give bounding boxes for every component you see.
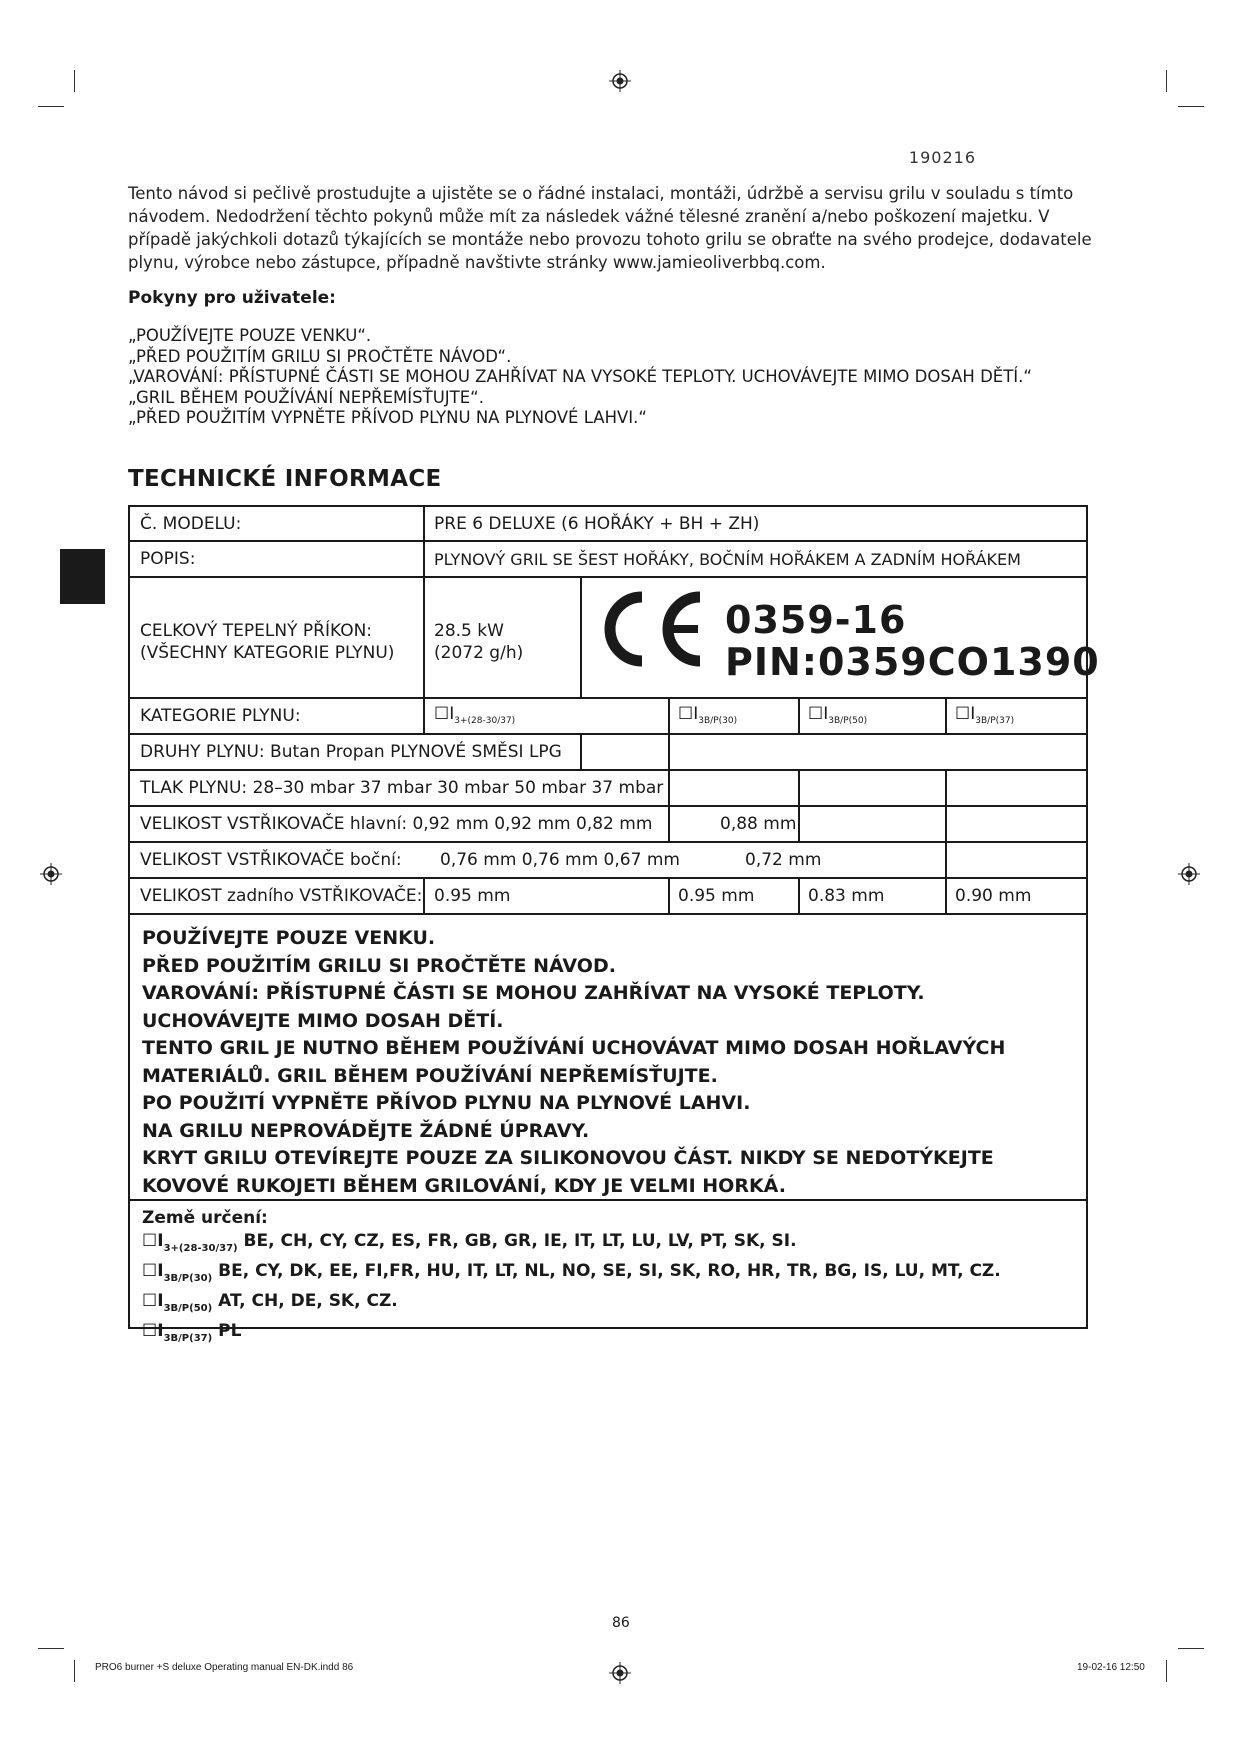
warning-line: PŘED POUŽITÍM GRILU SI PROČTĚTE NÁVOD. <box>142 954 616 977</box>
warning-line: VAROVÁNÍ: PŘÍSTUPNÉ ČÁSTI SE MOHOU ZAHŘÍVAT NA VYSOKÉ TEPLOTY. UCHOVÁVEJTE MIMO DOSAH DĚTÍ. <box>142 982 925 1032</box>
model-value: PRE 6 DELUXE (6 HOŘÁKY + BH + ZH) <box>434 514 760 534</box>
description-label: POPIS: <box>140 549 196 569</box>
destinations-heading: Země určení: <box>142 1208 268 1228</box>
users-heading: Pokyny pro uživatele: <box>128 288 336 308</box>
destination-row: $☐I_{3B/P(30)}$ BE, CY, DK, EE, FI,FR, HU, IT, LT, NL, NO, SE, SI, SK, RO, HR, TR, BG, IS, LU, MT, CZ. <box>142 1261 1001 1284</box>
safety-warnings <box>142 925 1072 1200</box>
gas-category-option: $☐I_{3+(28-30/37)}$ <box>434 704 516 726</box>
warning-line: KRYT GRILU OTEVÍREJTE POUZE ZA SILIKONOVOU ČÁST. NIKDY SE NEDOTÝKEJTE KOVOVÉ RUKOJETI BĚHEM GRILOVÁNÍ, KDY JE VELMI HORKÁ. <box>142 1147 994 1197</box>
destination-row: $☐I_{3+(28-30/37)}$ BE, CH, CY, CZ, ES, FR, GB, GR, IE, IT, LT, LU, LV, PT, SK, SI. <box>142 1231 797 1254</box>
destination-row: $☐I_{3B/P(50)}$ AT, CH, DE, SK, CZ. <box>142 1291 398 1314</box>
technical-table <box>128 505 1100 1344</box>
destination-row: $☐I_{3B/P(37)}$ PL <box>142 1321 242 1344</box>
crop-mark <box>74 70 75 92</box>
chapter-tab <box>60 549 105 604</box>
gas-pressure: TLAK PLYNU: 28–30 mbar 37 mbar 30 mbar 50 mbar 37 mbar <box>140 778 664 798</box>
technical-info-heading: TECHNICKÉ INFORMACE <box>128 466 442 492</box>
description-value: PLYNOVÝ GRIL SE ŠEST HOŘÁKY, BOČNÍM HOŘÁKEM A ZADNÍM HOŘÁKEM <box>434 550 1021 569</box>
rear-injector-label: VELIKOST zadního VSTŘIKOVAČE: <box>140 886 423 906</box>
ce-mark-icon <box>602 589 710 669</box>
registration-mark-icon <box>609 1662 631 1684</box>
rear-injector-value: 0.95 mm <box>678 886 755 906</box>
crop-mark <box>1166 1660 1167 1682</box>
registration-mark-icon <box>1178 863 1200 885</box>
crop-mark <box>38 106 64 107</box>
crop-mark <box>74 1660 75 1682</box>
side-injector-label: VELIKOST VSTŘIKOVAČE boční: <box>140 850 402 870</box>
rear-injector-value: 0.95 mm <box>434 886 511 906</box>
crop-mark <box>1166 70 1167 92</box>
rear-injector-value: 0.90 mm <box>955 886 1032 906</box>
footer-file-name: PRO6 burner +S deluxe Operating manual EN-DK.indd 86 <box>95 1662 354 1673</box>
heat-input-label: CELKOVÝ TEPELNÝ PŘÍKON: (VŠECHNY KATEGORIE PLYNU) <box>140 621 395 663</box>
warning-line: PO POUŽITÍ VYPNĚTE PŘÍVOD PLYNU NA PLYNOVÉ LAHVI. <box>142 1092 751 1114</box>
notice-item: „POUŽÍVEJTE POUZE VENKU“. <box>128 326 372 345</box>
rear-injector-value: 0.83 mm <box>808 886 885 906</box>
notice-item: „PŘED POUŽITÍM GRILU SI PROČTĚTE NÁVOD“. <box>128 346 512 366</box>
document-id: 190216 <box>908 148 976 167</box>
warning-line: NA GRILU NEPROVÁDĚJTE ŽÁDNÉ ÚPRAVY. <box>142 1119 590 1142</box>
model-label: Č. MODELU: <box>140 514 242 534</box>
main-injector-extra: 0,88 mm <box>720 814 797 834</box>
registration-mark-icon <box>40 863 62 885</box>
side-injector-extra: 0,72 mm <box>745 850 822 870</box>
crop-mark <box>1178 106 1204 107</box>
ce-certification-code: 0359-16 PIN:0359CO1390 <box>725 598 1100 684</box>
main-injector-size: VELIKOST VSTŘIKOVAČE hlavní: 0,92 mm 0,92 mm 0,82 mm <box>140 814 653 834</box>
notice-list <box>128 326 1032 429</box>
registration-mark-icon <box>609 70 631 92</box>
gas-category-option: $☐I_{3B/P(37)}$ <box>955 704 1015 726</box>
warning-line: TENTO GRIL JE NUTNO BĚHEM POUŽÍVÁNÍ UCHOVÁVAT MIMO DOSAH HOŘLAVÝCH MATERIÁLŮ. GRIL BĚHEM POUŽÍVÁNÍ NEPŘEMÍSŤUJTE. <box>142 1037 1006 1087</box>
crop-mark <box>38 1648 64 1649</box>
notice-item: „GRIL BĚHEM POUŽÍVÁNÍ NEPŘEMÍSŤUJTE“. <box>128 387 484 407</box>
gas-category-option: $☐I_{3B/P(30)}$ <box>678 704 738 726</box>
notice-item: „PŘED POUŽITÍM VYPNĚTE PŘÍVOD PLYNU NA PLYNOVÉ LAHVI.“ <box>128 408 647 427</box>
side-injector-values: 0,76 mm 0,76 mm 0,67 mm <box>440 850 680 870</box>
gas-category-label: KATEGORIE PLYNU: <box>140 706 301 726</box>
gas-category-option: $☐I_{3B/P(50)}$ <box>808 704 868 726</box>
notice-item: „VAROVÁNÍ: PŘÍSTUPNÉ ČÁSTI SE MOHOU ZAHŘÍVAT NA VYSOKÉ TEPLOTY. UCHOVÁVEJTE MIMO DOSAH DĚTÍ.“ <box>128 367 1032 386</box>
gas-types: DRUHY PLYNU: Butan Propan PLYNOVÉ SMĚSI LPG <box>140 742 562 762</box>
intro-paragraph: Tento návod si pečlivě prostudujte a ujistěte se o řádné instalaci, montáži, údržbě a servisu grilu v souladu s tímto návodem. Nedodržení těchto pokynů může mít za následek vážné tělesné zranění a/nebo poškození majetku. V případě jakýchkoli dotazů týkajících se montáže nebo provozu tohoto grilu se obraťte na svého prodejce, dodavatele plynu, výrobce nebo zástupce, případně navštivte stránky www.jamieoliverbbq.com. <box>128 184 1092 272</box>
warning-line: POUŽÍVEJTE POUZE VENKU. <box>142 927 436 949</box>
crop-mark <box>1178 1648 1204 1649</box>
page-number: 86 <box>612 1615 630 1631</box>
destination-countries <box>142 1207 1001 1350</box>
footer-date: 19-02-16 12:50 <box>1077 1662 1145 1673</box>
heat-input-value: 28.5 kW (2072 g/h) <box>434 621 524 663</box>
